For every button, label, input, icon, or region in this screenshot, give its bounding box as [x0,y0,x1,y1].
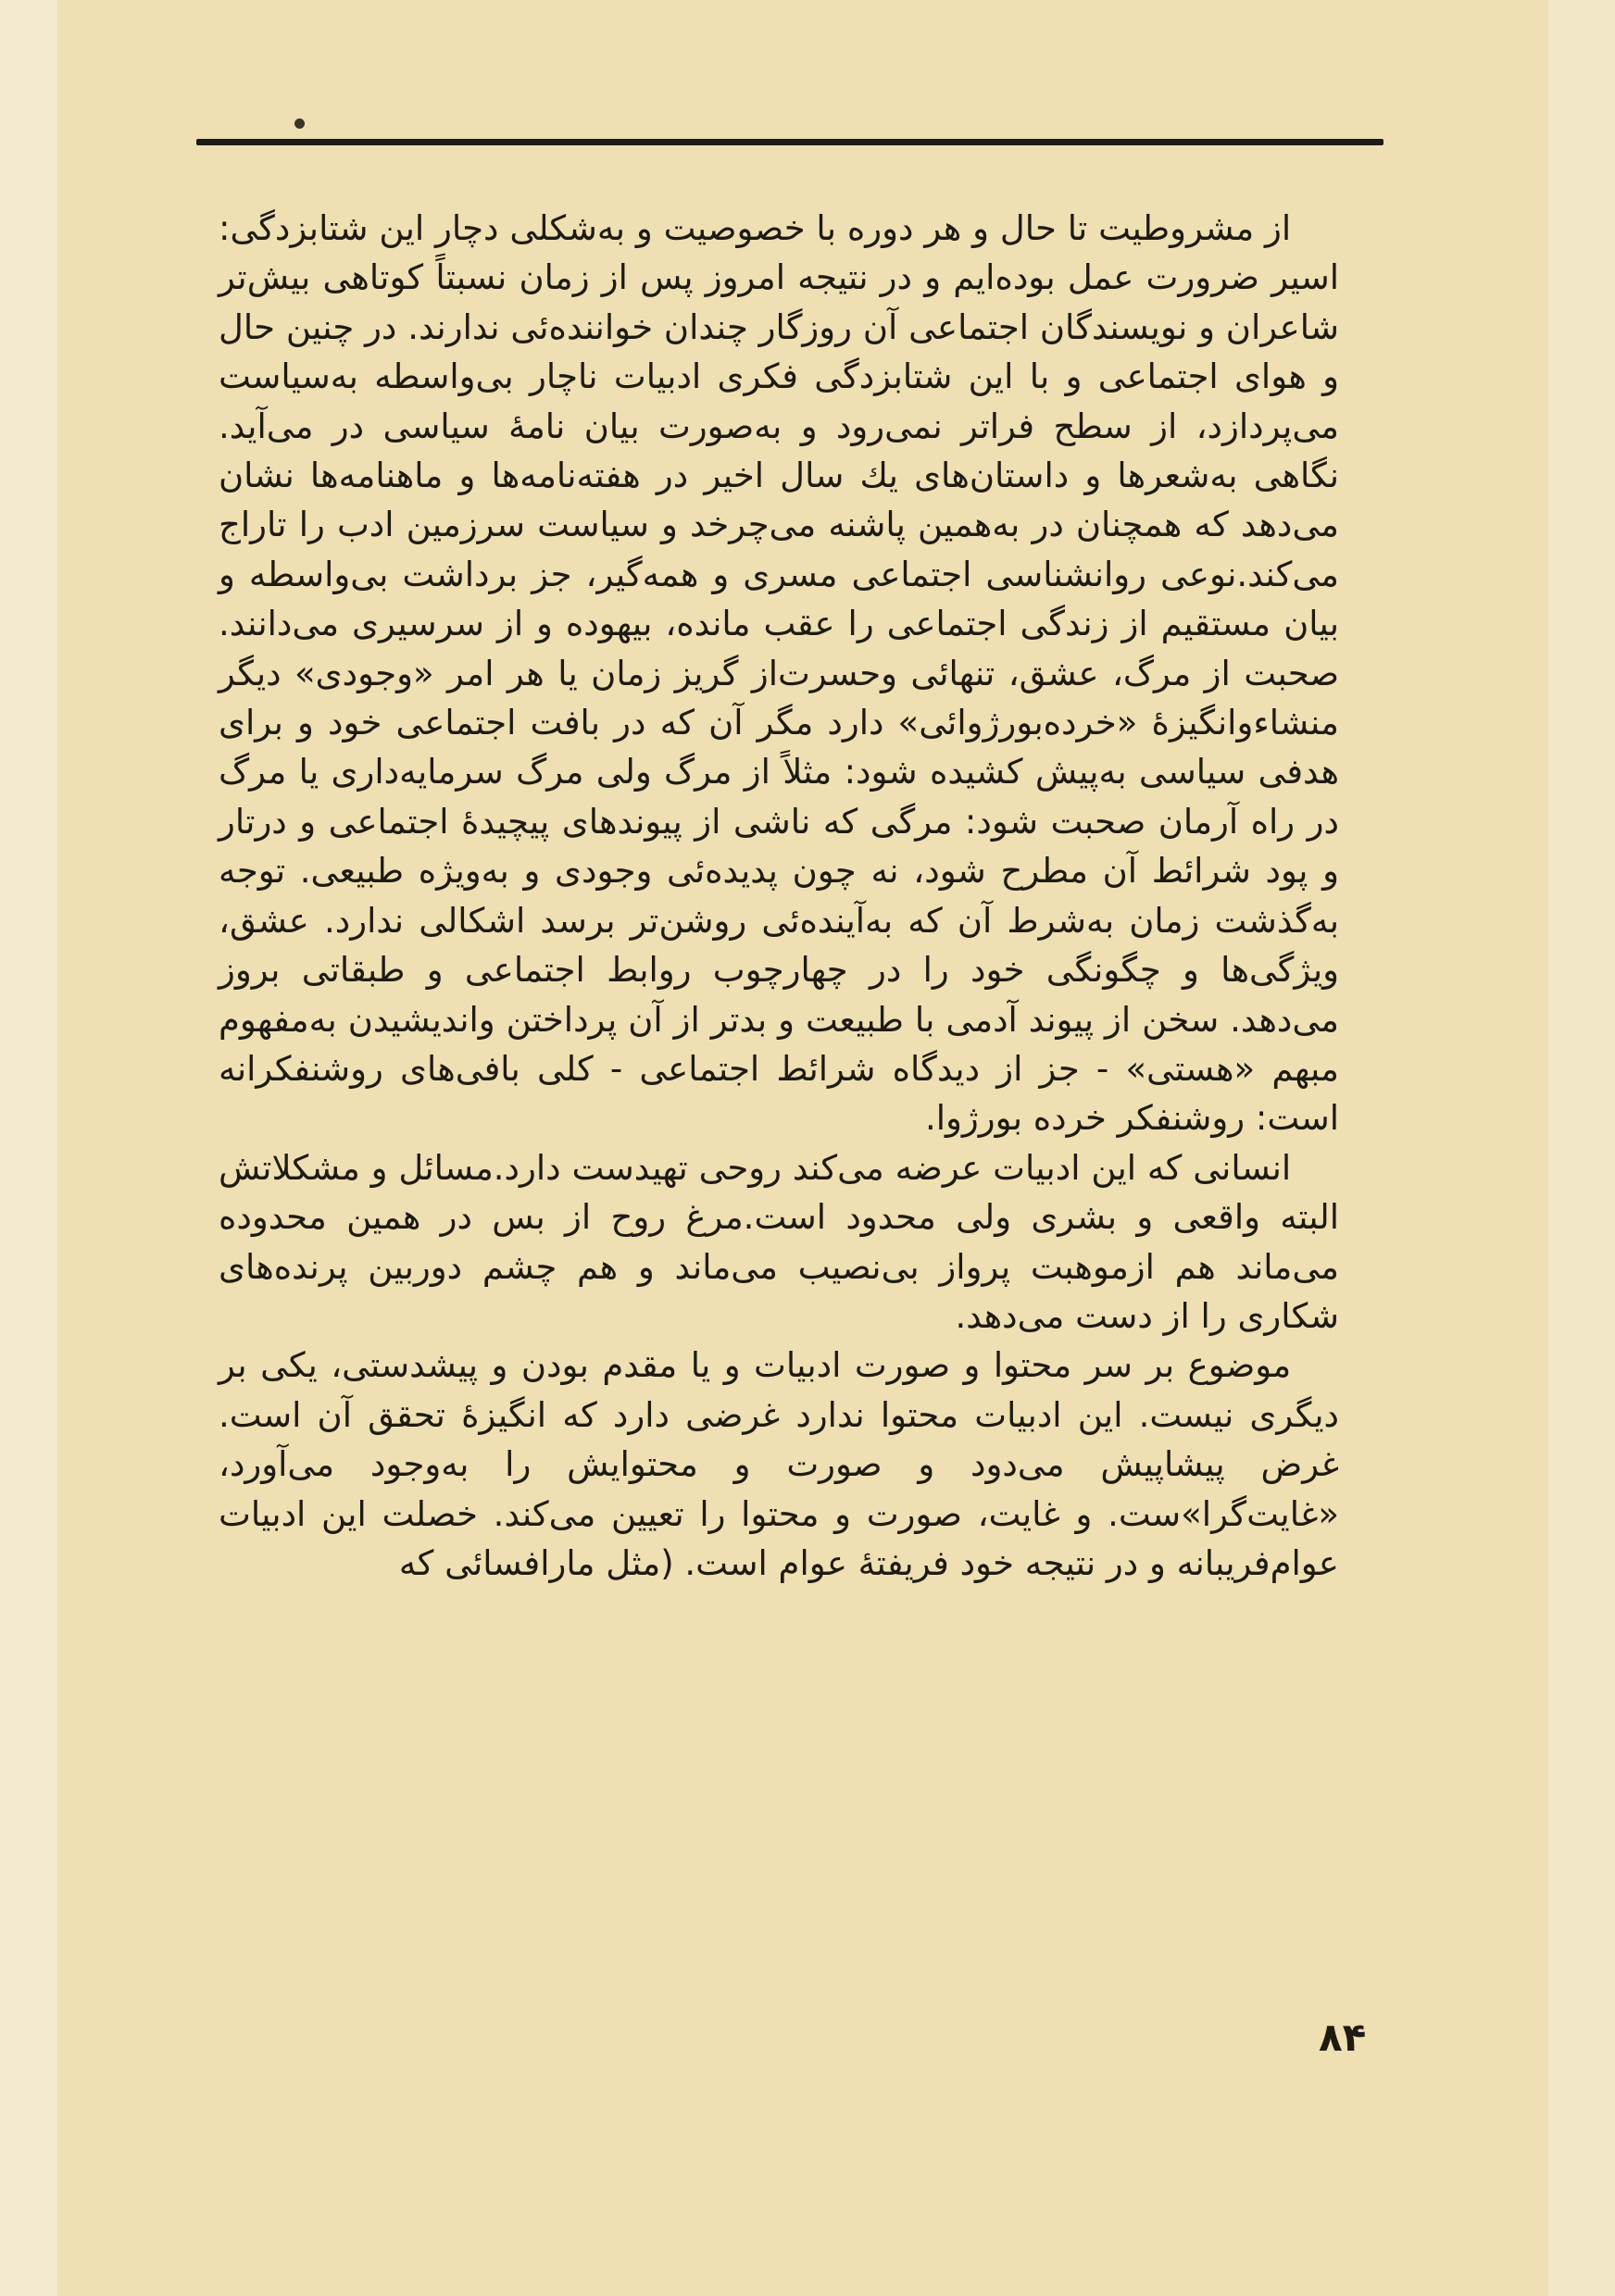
page-left-margin [0,0,57,2296]
paragraph: انسانی که این ادبیات عرضه می‌کند روحی تهیدست دارد.مسائل و مشکلاتش البته واقعی و بشری ولی محدود است.مرغ روح از بس در همین محدوده می‌ماند هم ازموهبت پرواز بی‌نصیب می‌ماند و هم چشم دوربین پرنده‌های شکاری را از دست می‌دهد. [219,1147,1339,1336]
page-right-margin [1548,0,1615,2296]
page-number: ۸۴ [1319,2015,1367,2060]
body-text [219,204,1339,1588]
paragraph: موضوع بر سر محتوا و صورت ادبیات و یا مقدم بودن و پیشدستی، یکی بر دیگری نیست. این ادبیات محتوا ندارد غرضی دارد که انگیزهٔ تحقق آن است. غرض پیشاپیش می‌دود و صورت و محتوایش را به‌وجود می‌آورد، «غایت‌گرا»ست. و غایت، صورت و محتوا را تعیین می‌کند. خصلت این ادبیات عوام‌فریبانه و در نتیجه خود فریفتهٔ عوام است. (مثل مارافسائی که [219,1345,1339,1583]
paragraph: از مشروطیت تا حال و هر دوره با خصوصیت و به‌شکلی دچار این شتابزدگی: اسیر ضرورت عمل بوده‌ایم و در نتیجه امروز پس از زمان نسبتاً کوتاهی بیش‌تر شاعران و نویسندگان اجتماعی آن روزگار چندان خواننده‌ئی ندارند. در چنین حال و هوای اجتماعی و با این شتابزدگی فکری ادبیات ناچار بی‌واسطه به‌سیاست می‌پردازد، از سطح فراتر نمی‌رود و به‌صورت بیان نامهٔ سیاسی در می‌آید. نگاهی به‌شعرها و داستان‌های یك سال اخیر در هفته‌نامه‌ها و ماهنامه‌ها نشان می‌دهد که همچنان در به‌همین پاشنه می‌چرخد و سیاست سرزمین ادب را تاراج می‌کند.نوعی روانشناسی اجتماعی مسری و همه‌گیر، جز برداشت بی‌واسطه و بیان مستقیم از زندگی اجتماعی را عقب مانده، بیهوده و از سرسیری می‌دانند. صحبت از مرگ، عشق، تنهائی وحسرت‌از گریز زمان یا هر امر «وجودی» دیگر منشاءوانگیزهٔ «خرده‌بورژوائی» دارد مگر آن که در بافت اجتماعی خود و برای هدفی سیاسی به‌پیش کشیده شود: مثلاً از مرگ ولی مرگ سرمایه‌داری یا مرگ در راه آرمان صحبت شود: مرگی که ناشی از پیوندهای پیچیدهٔ اجتماعی و درتار و پود شرائط آن مطرح شود، نه چون پدیده‌ئی وجودی و به‌ویژه طبیعی. توجه به‌گذشت زمان به‌شرط آن که به‌آینده‌ئی روشن‌تر برسد اشکالی ندارد. عشق، ویژگی‌ها و چگونگی خود را در چهارچوب روابط اجتماعی و طبقاتی بروز می‌دهد. سخن از پیوند آدمی با طبیعت و بدتر از آن پرداختن واندیشیدن به‌مفهوم مبهم «هستی» - جز از دیدگاه شرائط اجتماعی - کلی بافی‌های روشنفکرانه است: روشنفکر خرده بورژوا. [219,208,1339,1139]
header-rule [196,139,1383,145]
ink-dot [294,119,305,129]
